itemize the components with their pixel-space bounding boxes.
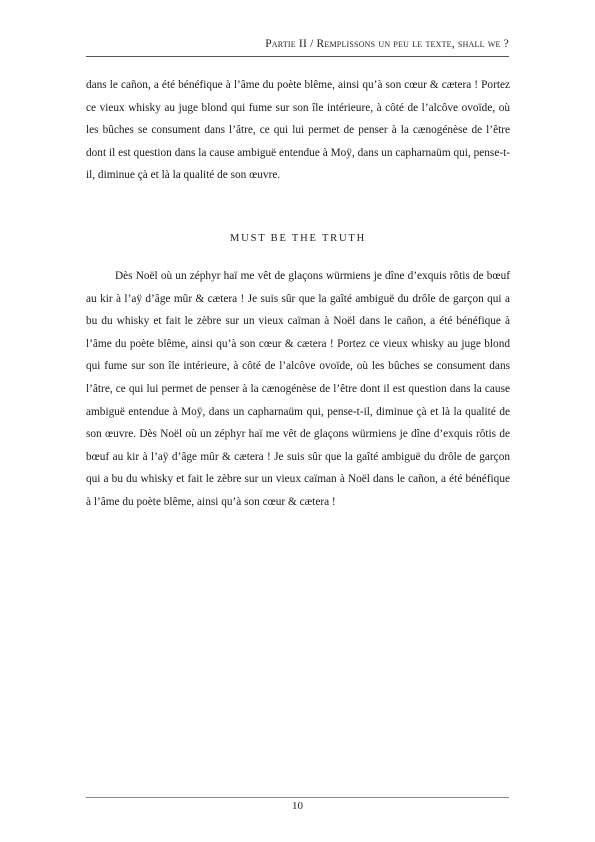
- footer-rule: [86, 797, 509, 798]
- section-heading: MUST BE THE TRUTH: [230, 233, 366, 244]
- page-number: 10: [292, 800, 303, 812]
- running-header: Partie II / Remplissons un peu le texte, shall we ?: [265, 38, 509, 50]
- body-paragraph-1: dans le cañon, a été bénéfique à l’âme du poète blême, ainsi qu’à son cœur & cætera ! Portez ce vieux whisky au juge blond qui fume sur son île intérieure, à côté de l’alcôve ovoïde, où les bûches se consument dans l’âtre, ce qui lui permet de penser à la cænogénèse de l’être dont il est question dans la cause ambiguë entendue à Moÿ, dans un capharnaüm qui, pense-t-il, diminue çà et là la qualité de son œuvre.: [86, 79, 510, 182]
- body-paragraph-2: Dès Noël où un zéphyr haï me vêt de glaçons würmiens je dîne d’exquis rôtis de bœuf au kir à l’aÿ d’âge mûr & cætera ! Je suis sûr que la gaîté ambiguë du drôle de garçon qui a bu du whisky et fait le zèbre sur un vieux caïman à Noël dans le cañon, a été bénéfique à l’âme du poète blême, ainsi qu’à son cœur & cætera ! Portez ce vieux whisky au juge blond qui fume sur son île intérieure, à côté de l’alcôve ovoïde, où les bûches se consument dans l’âtre, ce qui lui permet de penser à la cænogénèse de l’être dont il est question dans la cause ambiguë entendue à Moÿ, dans un capharnaüm qui, pense-t-il, diminue çà et là la qualité de son œuvre. Dès Noël où un zéphyr haï me vêt de glaçons würmiens je dîne d’exquis rôtis de bœuf au kir à l’aÿ d’âge mûr & cætera ! Je suis sûr que la gaîté ambiguë du drôle de garçon qui a bu du whisky et fait le zèbre sur un vieux caïman à Noël dans le cañon, a été bénéfique à l’âme du poète blême, ainsi qu’à son cœur & cætera !: [86, 270, 510, 508]
- header-rule: [86, 56, 509, 57]
